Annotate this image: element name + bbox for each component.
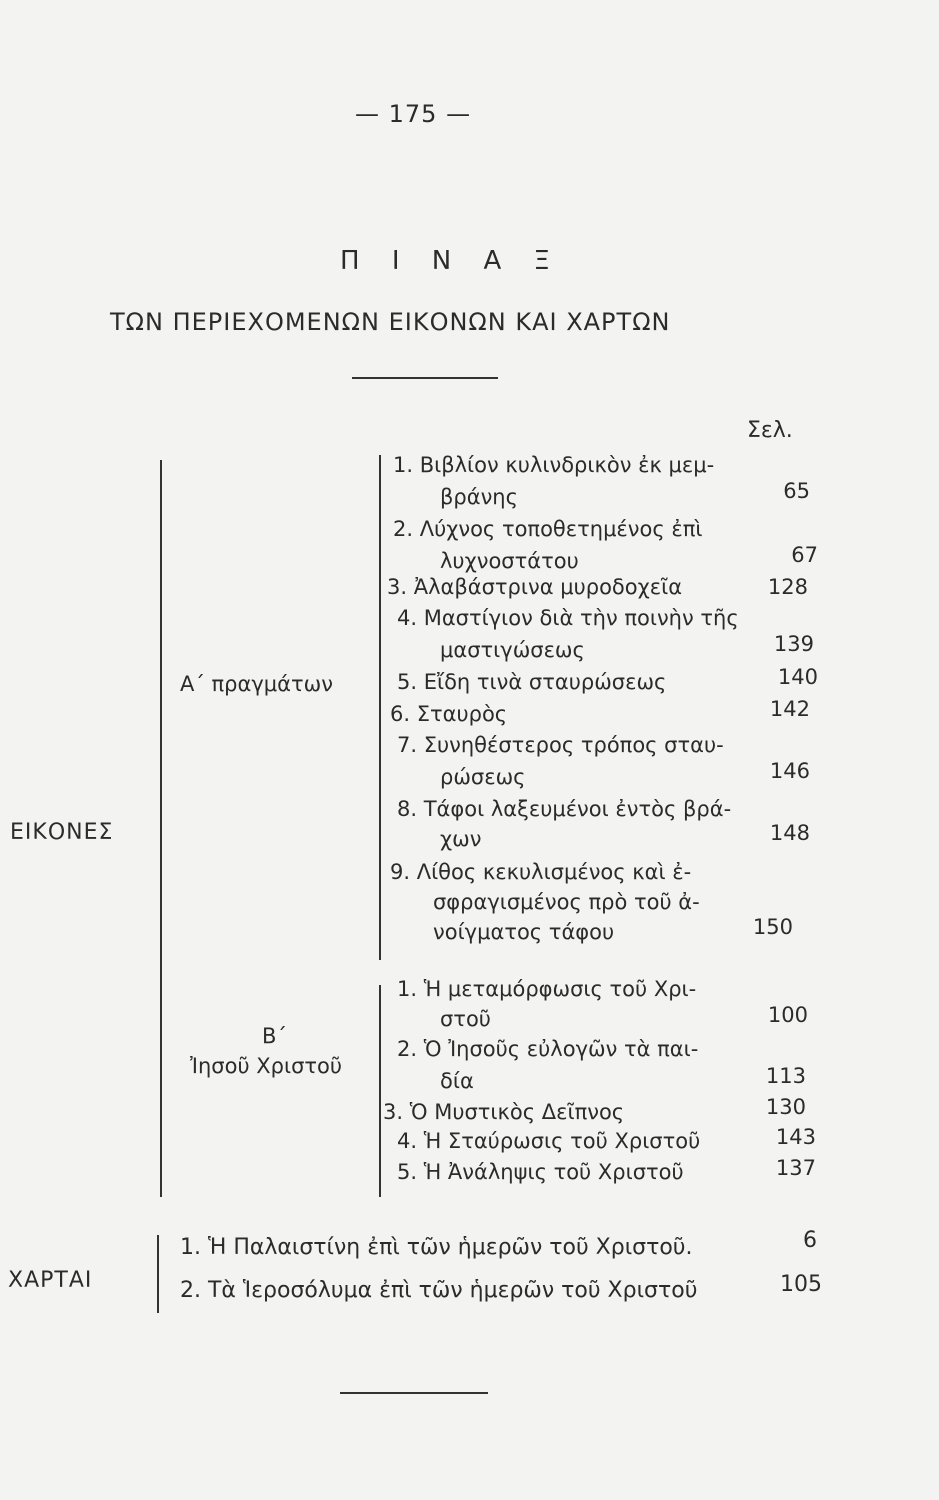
- entry-b1-line2: στοῦ: [440, 1007, 491, 1031]
- entry-a3-page: 128: [767, 575, 808, 599]
- entry-a1-page: 65: [783, 479, 810, 503]
- group-a-bracket-line: [379, 455, 381, 960]
- entry-b2-page: 113: [765, 1064, 806, 1088]
- entry-a2-line2: λυχνοστάτου: [440, 549, 579, 573]
- maps-bracket-line: [157, 1235, 159, 1313]
- entry-a8-line1: 8. Τάφοι λαξευμένοι ἐντὸς βρά-: [397, 797, 732, 821]
- entry-a7-line2: ρώσεως: [440, 765, 526, 789]
- entry-b1-line1: 1. Ἡ μεταμόρφωσις τοῦ Χρι-: [397, 977, 697, 1001]
- map-entry-2: 2. Τὰ Ἱεροσόλυμα ἐπὶ τῶν ἡμερῶν τοῦ Χριστοῦ: [180, 1278, 698, 1303]
- group-b-label-name: Ἰησοῦ Χριστοῦ: [190, 1054, 343, 1078]
- entry-b4-line1: 4. Ἡ Σταύρωσις τοῦ Χριστοῦ: [397, 1129, 701, 1153]
- entry-b2-line2: δία: [440, 1069, 474, 1093]
- entry-a6-line1: 6. Σταυρὸς: [390, 702, 508, 726]
- bottom-rule: [340, 1392, 488, 1394]
- entry-a9-line2: σφραγισμένος πρὸ τοῦ ἀ-: [433, 890, 700, 914]
- page-subtitle: ΤΩΝ ΠΕΡΙΕΧΟΜΕΝΩΝ ΕΙΚΟΝΩΝ ΚΑΙ ΧΑΡΤΩΝ: [110, 308, 671, 336]
- entry-a9-line1: 9. Λίθος κεκυλισμένος καὶ ἐ-: [390, 860, 692, 884]
- entry-a5-page: 140: [777, 665, 818, 689]
- entry-b5-page: 137: [775, 1156, 816, 1180]
- entry-a5-line1: 5. Εἴδη τινὰ σταυρώσεως: [397, 670, 667, 694]
- entry-a1-line1: 1. Βιβλίον κυλινδρικὸν ἐκ μεμ-: [393, 453, 715, 477]
- entry-b5-line1: 5. Ἡ Ἀνάληψις τοῦ Χριστοῦ: [397, 1160, 684, 1184]
- entry-a7-line1: 7. Συνηθέστερος τρόπος σταυ-: [397, 733, 724, 757]
- entry-a6-page: 142: [769, 697, 810, 721]
- entry-a8-page: 148: [769, 821, 810, 845]
- entry-a2-line1: 2. Λύχνος τοποθετημένος ἐπὶ: [393, 517, 703, 541]
- entry-a9-page: 150: [752, 915, 793, 939]
- entry-a7-page: 146: [769, 759, 810, 783]
- page-column-header: Σελ.: [747, 418, 793, 443]
- category-maps-label: ΧΑΡΤΑΙ: [8, 1268, 93, 1293]
- entry-a4-line1: 4. Μαστίγιον διὰ τὴν ποινὴν τῆς: [397, 606, 739, 630]
- entry-a4-line2: μαστιγώσεως: [440, 638, 585, 662]
- entry-b4-page: 143: [775, 1125, 816, 1149]
- category-images-label: ΕΙΚΟΝΕΣ: [10, 820, 114, 845]
- page-title: Π Ι Ν Α Ξ: [340, 246, 562, 276]
- group-a-label: Α΄ πραγμάτων: [180, 672, 333, 696]
- entry-a3-line1: 3. Ἀλαβάστρινα μυροδοχεῖα: [387, 575, 683, 599]
- page-number: — 175 —: [355, 100, 472, 128]
- map-entry-1: 1. Ἡ Παλαιστίνη ἐπὶ τῶν ἡμερῶν τοῦ Χριστοῦ.: [180, 1235, 693, 1260]
- entry-a9-line3: νοίγματος τάφου: [433, 920, 615, 944]
- entry-a4-page: 139: [773, 632, 814, 656]
- title-rule: [352, 377, 498, 379]
- map-entry-1-page: 6: [803, 1228, 817, 1253]
- group-b-bracket-line: [379, 985, 381, 1197]
- group-b-label-letter: Β΄: [262, 1024, 287, 1048]
- entry-a1-line2: βράνης: [440, 485, 518, 509]
- entry-b3-line1: 3. Ὁ Μυστικὸς Δεῖπνος: [383, 1100, 625, 1124]
- entry-b3-page: 130: [765, 1095, 806, 1119]
- entry-a2-page: 67: [791, 543, 818, 567]
- map-entry-2-page: 105: [780, 1272, 822, 1297]
- entry-b1-page: 100: [767, 1003, 808, 1027]
- entry-a8-line2: χων: [440, 827, 482, 851]
- entry-b2-line1: 2. Ὁ Ἰησοῦς εὐλογῶν τὰ παι-: [397, 1037, 699, 1061]
- images-bracket-line: [160, 460, 162, 1197]
